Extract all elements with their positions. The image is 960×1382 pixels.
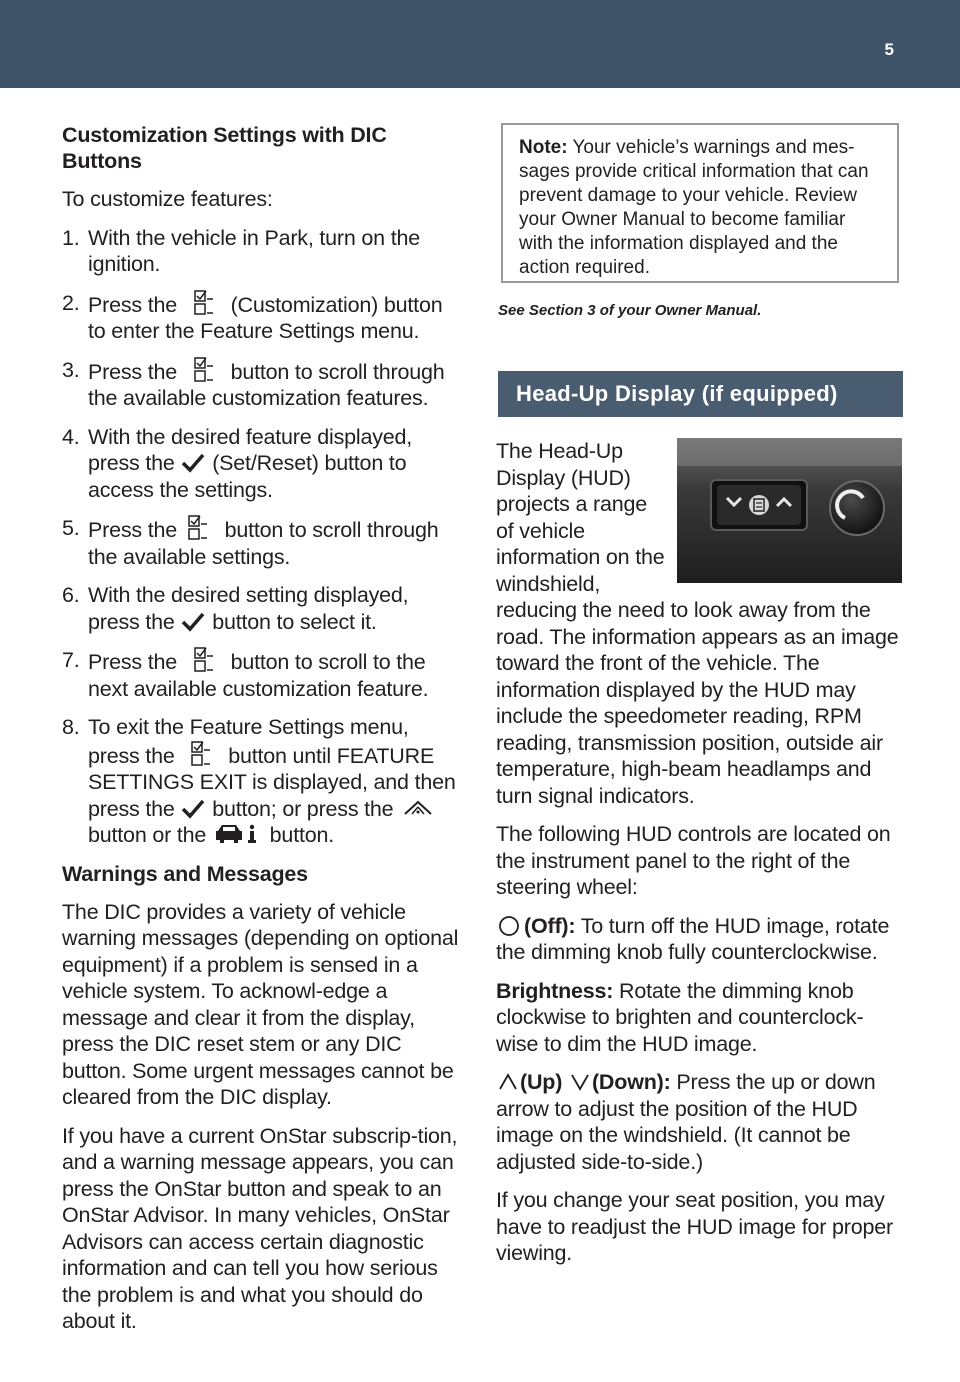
up-arrow-icon [496,1071,520,1093]
customization-icon [183,515,219,541]
see-section-note: See Section 3 of your Owner Manual. [498,302,762,319]
onstar-paragraph: If you have a current OnStar subscrip-tion, and a warning message appears, you can press the OnStar button and speak to an OnStar Advisor. In many vehicles, OnStar Advisors can access certain diagnostic information and can tell you how serious the problem is and what you should do about it. [62,1123,458,1333]
customization-icon [183,647,225,673]
step-item: 2. Press the (Customization) button to enter the Feature Settings menu. [62,290,443,343]
customization-steps [62,225,462,849]
hud-controls-intro: The following HUD controls are located on the instrument panel to the right of the steering wheel: [496,822,891,899]
customization-icon [180,741,222,767]
check-icon [180,798,206,820]
customization-icon [183,290,225,316]
page-header-band [0,0,960,88]
onstar-icon [399,798,437,820]
circle-off-icon [496,915,524,937]
step-item: 1. With the vehicle in Park, turn on the ignition. [62,225,420,276]
right-column [496,438,901,1279]
hud-intro-short: The Head-Up Display (HUD) projects a range of vehicle information on the windshield, [496,439,665,596]
step-item: 7. Press the button to scroll to the next available customization feature. [62,648,429,701]
warnings-paragraph: The DIC provides a variety of vehicle warning messages (depending on optional equipment) if a problem is sensed in a vehicle system. To acknowl-edge a message and clear it from the display, press the DIC reset stem or any DIC button. Some urgent messages cannot be cleared from the DIC display. [62,899,459,1109]
warnings-heading: Warnings and Messages [62,861,308,886]
hud-brightness-paragraph: Brightness: Rotate the dimming knob clockwise to brighten and counterclock-wise to dim the HUD image. [496,978,864,1056]
step-item: 3. Press the button to scroll through the available customization features. [62,357,445,410]
note-label: Note: [519,137,568,158]
check-icon [180,611,206,633]
down-arrow-icon [568,1071,592,1093]
note-box [501,123,899,283]
step-item: 6. With the desired setting displayed, press the button to select it. [62,583,409,634]
hud-seat-paragraph: If you change your seat position, you may have to readjust the HUD image for proper viewing. [496,1188,893,1265]
note-text: Your vehicle’s warnings and mes-sages provide critical information that can prevent damage to your vehicle. Review your Owner Manual to become familiar with the information displayed and the action required. [519,137,869,278]
customize-intro: To customize features: [62,187,273,211]
step-item: 5. Press the button to scroll through the available settings. [62,516,439,569]
page-number: 5 [884,40,894,59]
hud-updown-paragraph: (Up) (Down): Press the up or down arrow to adjust the position of the HUD image on the windshield. (It cannot be adjusted side-to-side.) [496,1070,876,1174]
hud-off-paragraph: (Off): To turn off the HUD image, rotate the dimming knob fully counterclockwise. [496,913,890,964]
vehicle-info-icon [212,822,264,846]
step-item: 4. With the desired feature displayed, press the (Set/Reset) button to access the settings. [62,424,413,502]
customization-heading: Customization Settings with DIC Buttons [62,123,387,173]
hud-section-banner: Head-Up Display (if equipped) [498,371,903,417]
customization-icon [183,357,225,383]
check-icon [180,452,206,474]
left-column [62,122,462,1347]
hud-intro-rest: reducing the need to look away from the road. The information appears as an image toward the front of the vehicle. The information displayed by the HUD may include the speedometer reading, RPM reading, transmission position, outside air temperature, high-beam headlamps and turn signal indicators. [496,598,899,808]
step-item: 8. To exit the Feature Settings menu, press the button until FEATURE SETTINGS EXIT is displayed, and then press the button; or press the button or the button. [62,715,456,847]
